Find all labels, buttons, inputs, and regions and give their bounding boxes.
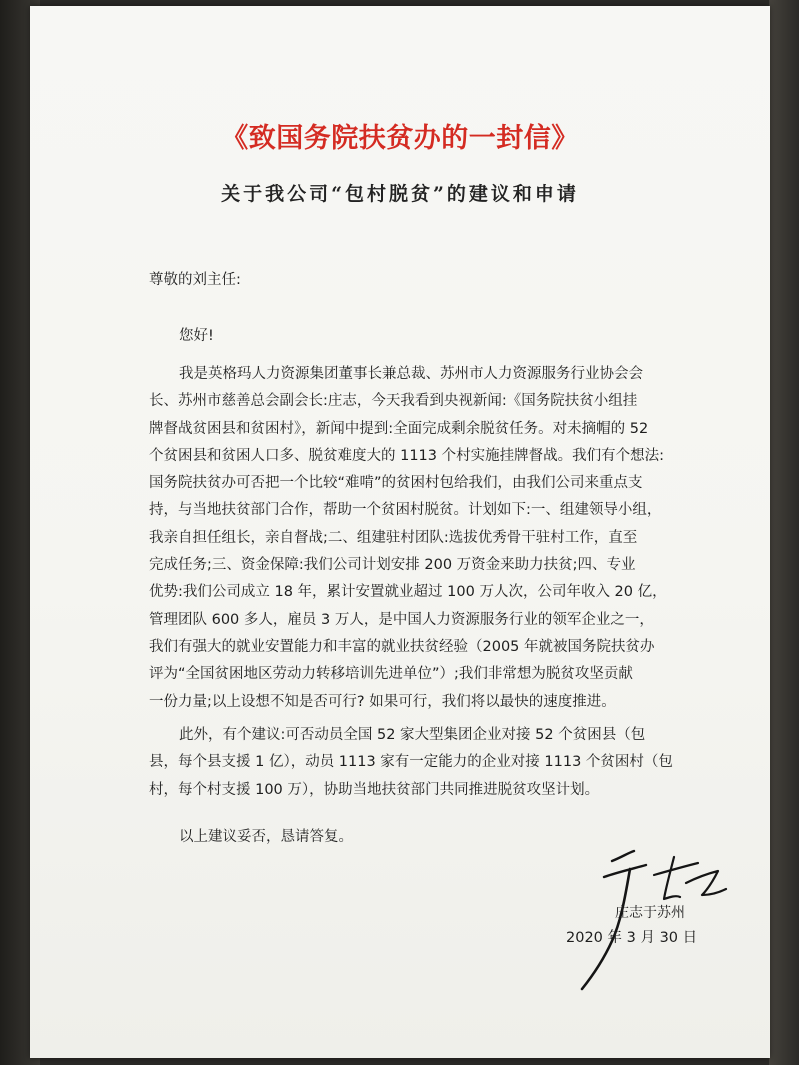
background-right	[769, 0, 799, 1065]
paragraph-line: 村，每个村支援 100 万），协助当地扶贫部门共同推进脱贫攻坚计划。	[149, 781, 600, 798]
greeting: 您好!	[179, 328, 214, 344]
paragraph-line: 我是英格玛人力资源集团董事长兼总裁、苏州市人力资源服务行业协会会	[179, 366, 643, 382]
paragraph-line: 我们有强大的就业安置能力和丰富的就业扶贫经验（2005 年就被国务院扶贫办	[149, 638, 655, 655]
paragraph-line: 牌督战贫困县和贫困村》，新闻中提到:全面完成剩余脱贫任务。对未摘帽的 52	[149, 420, 649, 437]
paragraph-line: 我亲自担任组长，亲自督战;二、组建驻村团队:选拔优秀骨干驻村工作，直至	[149, 529, 638, 546]
paragraph-line: 长、苏州市慈善总会副会长:庄志，今天我看到央视新闻:《国务院扶贫小组挂	[149, 393, 638, 410]
salutation: 尊敬的刘主任:	[149, 272, 241, 288]
paragraph-main	[149, 361, 729, 716]
paragraph-line: 评为“全国贫困地区劳动力转移培训先进单位”）;我们非常想为脱贫攻坚贡献	[149, 666, 633, 683]
letter-page	[30, 6, 770, 1058]
letter-date: 2020 年 3 月 30 日	[566, 930, 698, 946]
closing-line: 以上建议妥否，恳请答复。	[179, 829, 353, 845]
paragraph-line: 一份力量;以上设想不知是否可行? 如果可行，我们将以最快的速度推进。	[149, 693, 616, 710]
paragraph-suggestion	[149, 722, 729, 804]
paragraph-line: 此外，有个建议:可否动员全国 52 家大型集团企业对接 52 个贫困县（包	[179, 727, 646, 743]
letter-title: 《致国务院扶贫办的一封信》	[221, 123, 579, 154]
paragraph-line: 完成任务;三、资金保障:我们公司计划安排 200 万资金来助力扶贫;四、专业	[149, 557, 636, 574]
paragraph-line: 国务院扶贫办可否把一个比较“难啃”的贫困村包给我们，由我们公司来重点支	[149, 475, 643, 492]
paragraph-line: 县，每个县支援 1 亿），动员 1113 家有一定能力的企业对接 1113 个贫困村（包	[149, 754, 673, 771]
paragraph-line: 持，与当地扶贫部门合作，帮助一个贫困村脱贫。计划如下:一、组建领导小组，	[149, 502, 662, 519]
paragraph-line: 优势:我们公司成立 18 年，累计安置就业超过 100 万人次，公司年收入 20 亿，	[149, 584, 667, 601]
signer-name: 庄志于苏州	[615, 905, 685, 921]
paragraph-line: 个贫困县和贫困人口多、脱贫难度大的 1113 个村实施挂牌督战。我们有个想法:	[149, 447, 665, 464]
letter-subtitle: 关于我公司“包村脱贫”的建议和申请	[221, 183, 579, 205]
paragraph-line: 管理团队 600 多人，雇员 3 万人，是中国人力资源服务行业的领军企业之一，	[149, 611, 654, 628]
